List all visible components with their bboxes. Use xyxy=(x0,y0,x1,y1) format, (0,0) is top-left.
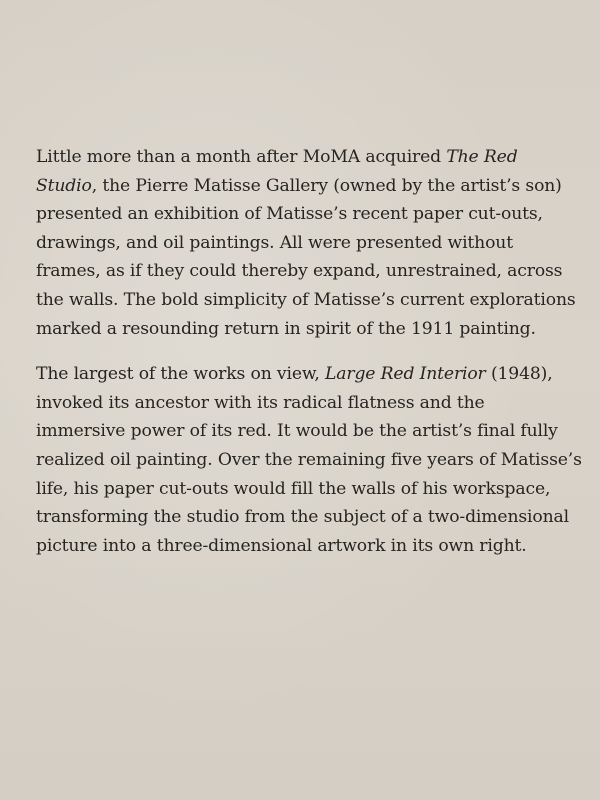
text-line: invoked its ancestor with its radical flatness and the xyxy=(36,392,485,413)
text-line: drawings, and oil paintings. All were presented without xyxy=(36,232,513,253)
paragraph-2 xyxy=(36,360,584,560)
text-line: life, his paper cut-outs would fill the walls of his workspace, xyxy=(36,478,551,499)
text-line: the walls. The bold simplicity of Matisse’s current explorations xyxy=(36,289,576,310)
text-line: The largest of the works on view, Large Red Interior (1948), xyxy=(36,364,553,385)
wall-label xyxy=(36,143,584,560)
paragraph-1 xyxy=(36,143,584,343)
text-line: marked a resounding return in spirit of the 1911 painting. xyxy=(36,318,536,339)
text-line: Studio, the Pierre Matisse Gallery (owned by the artist’s son) xyxy=(36,175,562,196)
text-line: presented an exhibition of Matisse’s recent paper cut-outs, xyxy=(36,204,543,225)
text-line: picture into a three-dimensional artwork in its own right. xyxy=(36,535,527,556)
text-line: Little more than a month after MoMA acquired The Red xyxy=(36,147,518,167)
text-line: frames, as if they could thereby expand, unrestrained, across xyxy=(36,261,563,282)
text-line: transforming the studio from the subject of a two-dimensional xyxy=(36,507,569,528)
text-line: immersive power of its red. It would be the artist’s final fully xyxy=(36,421,558,442)
text-line: realized oil painting. Over the remaining five years of Matisse’s xyxy=(36,449,582,470)
